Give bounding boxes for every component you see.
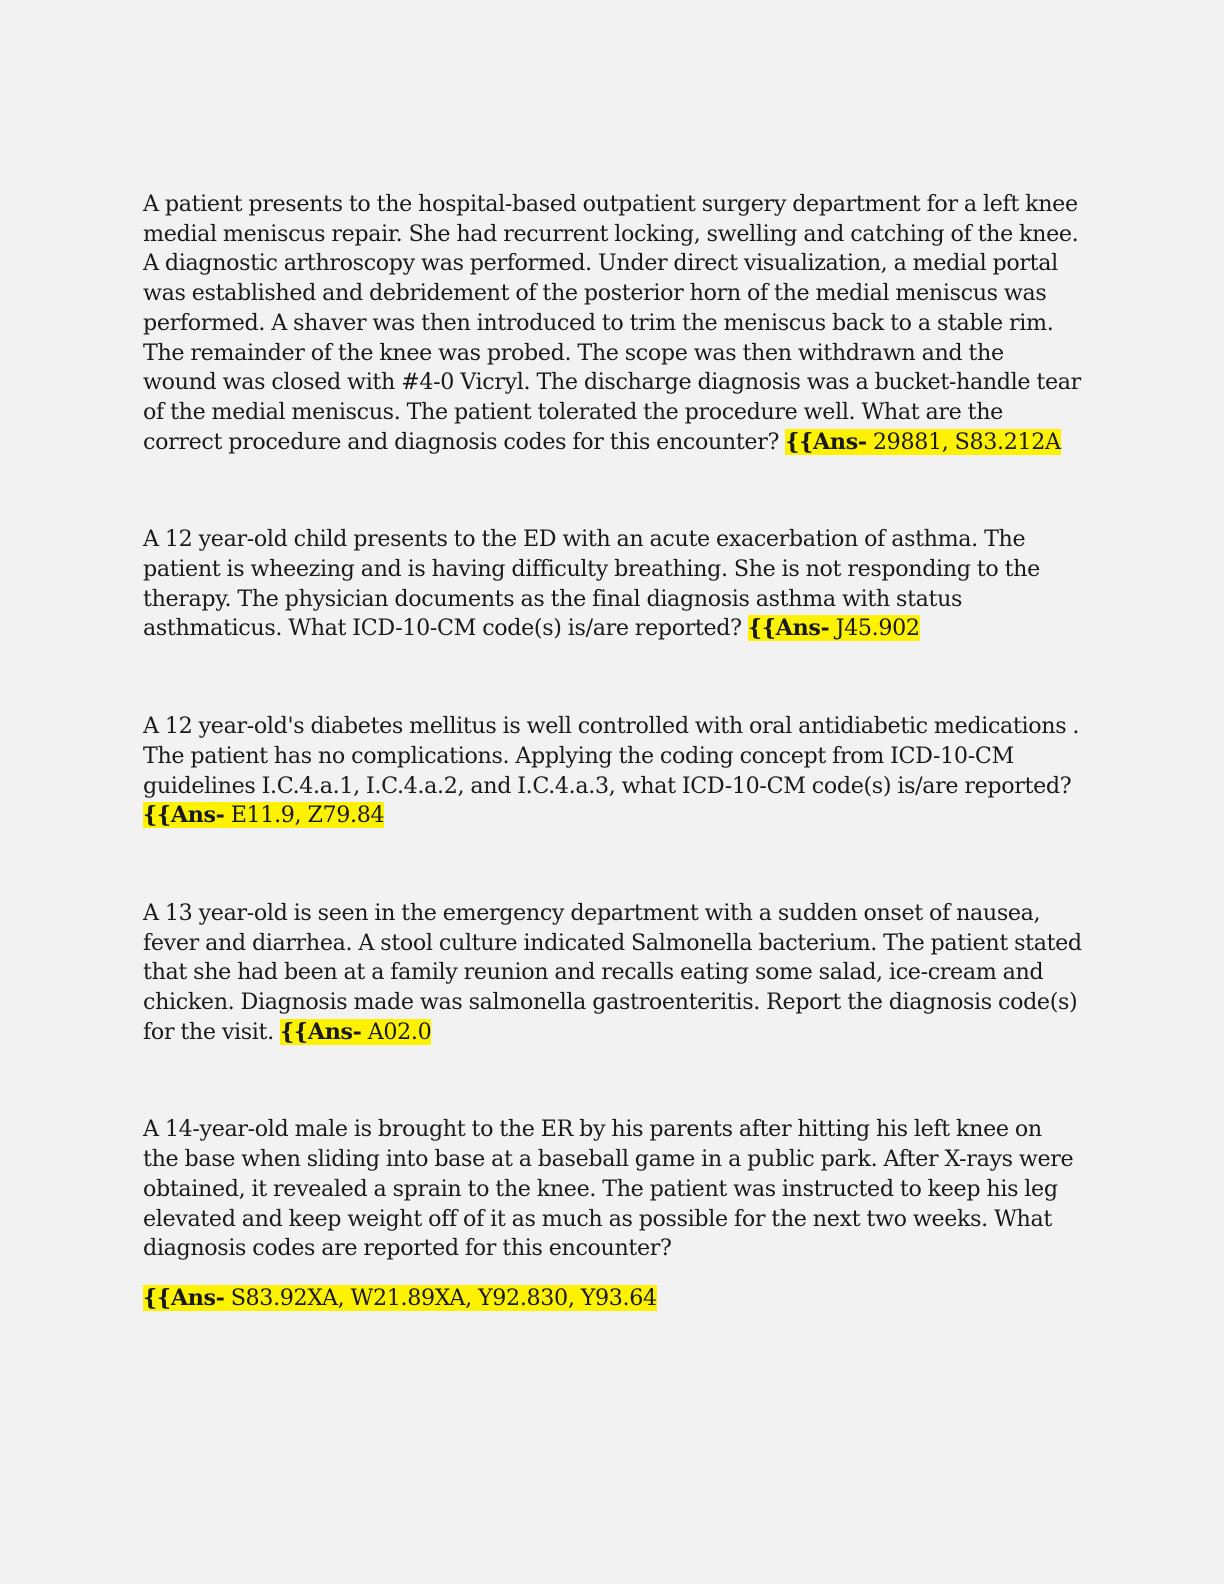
question-body: A 13 year-old is seen in the emergency department with a sudden onset of nausea, fever and diarrhea. A stool culture indicated Salmonella bacterium. The patient stated that she had been at a family reunion and recalls eating some salad, ice-cream and chicken. Diagnosis made was salmonella gastroenteritis. Report the diagnosis code(s) for the visit. [143, 899, 1082, 1045]
answer-highlight [748, 615, 920, 641]
answer-value: E11.9, Z79.84 [230, 802, 385, 829]
answer-highlight [143, 802, 384, 828]
question-body: A 12 year-old's diabetes mellitus is well controlled with oral antidiabetic medications . The patient has no complications. Applying the coding concept from ICD-10-CM guidelines I.C.4.a.1, I.C.4.a.2, and I.C.4.a.3, what ICD-10-CM code(s) is/are reported? [143, 713, 1080, 799]
question-text: A 14-year-old male is brought to the ER by his parents after hitting his left knee on the base when sliding into base at a baseball game in a public park. After X-rays were obtained, it revealed a sprain to the knee. The patient was instructed to keep his leg elevated and keep weight off of it as much as possible for the next two weeks. What diagnosis codes are reported for this encounter? [143, 1116, 1074, 1262]
question-block-2 [143, 525, 1083, 644]
answer-value: J45.902 [835, 615, 920, 642]
answer-prefix: {{Ans- [143, 802, 225, 829]
question-text [143, 899, 1083, 1048]
question-block-3 [143, 712, 1083, 831]
question-block-4 [143, 899, 1083, 1048]
question-body: A patient presents to the hospital-based outpatient surgery department for a left knee medial meniscus repair. She had recurrent locking, swelling and catching of the knee. A diagnostic arthroscopy was performed. Under direct visualization, a medial portal was established and debridement of the posterior horn of the medial meniscus was performed. A shaver was then introduced to trim the meniscus back to a stable rim. The remainder of the knee was probed. The scope was then withdrawn and the wound was closed with #4-0 Vicryl. The discharge diagnosis was a bucket-handle tear of the medial meniscus. The patient tolerated the procedure well. What are the correct procedure and diagnosis codes for this encounter? [143, 191, 1081, 455]
answer-value: 29881, S83.212A [872, 428, 1061, 455]
answer-prefix: {{Ans- [785, 428, 867, 455]
answer-value: S83.92XA, W21.89XA, Y92.830, Y93.64 [230, 1284, 657, 1311]
question-list [143, 190, 1083, 1314]
question-body: A 12 year-old child presents to the ED with an acute exacerbation of asthma. The patient is wheezing and is having difficulty breathing. She is not responding to the therapy. The physician documents as the final diagnosis asthma with status asthmaticus. What ICD-10-CM code(s) is/are reported? [143, 526, 1040, 642]
answer-prefix: {{Ans- [143, 1284, 225, 1311]
answer-line [143, 1284, 1083, 1314]
question-block-5 [143, 1115, 1083, 1313]
answer-prefix: {{Ans- [747, 615, 830, 642]
answer-highlight [785, 429, 1060, 455]
answer-value: A02.0 [367, 1018, 432, 1045]
answer-highlight [143, 1285, 657, 1311]
answer-prefix: {{Ans- [280, 1018, 362, 1045]
answer-highlight [280, 1019, 431, 1045]
question-block-1 [143, 190, 1083, 457]
question-text [143, 190, 1083, 457]
question-text [143, 712, 1083, 831]
question-text [143, 525, 1083, 644]
